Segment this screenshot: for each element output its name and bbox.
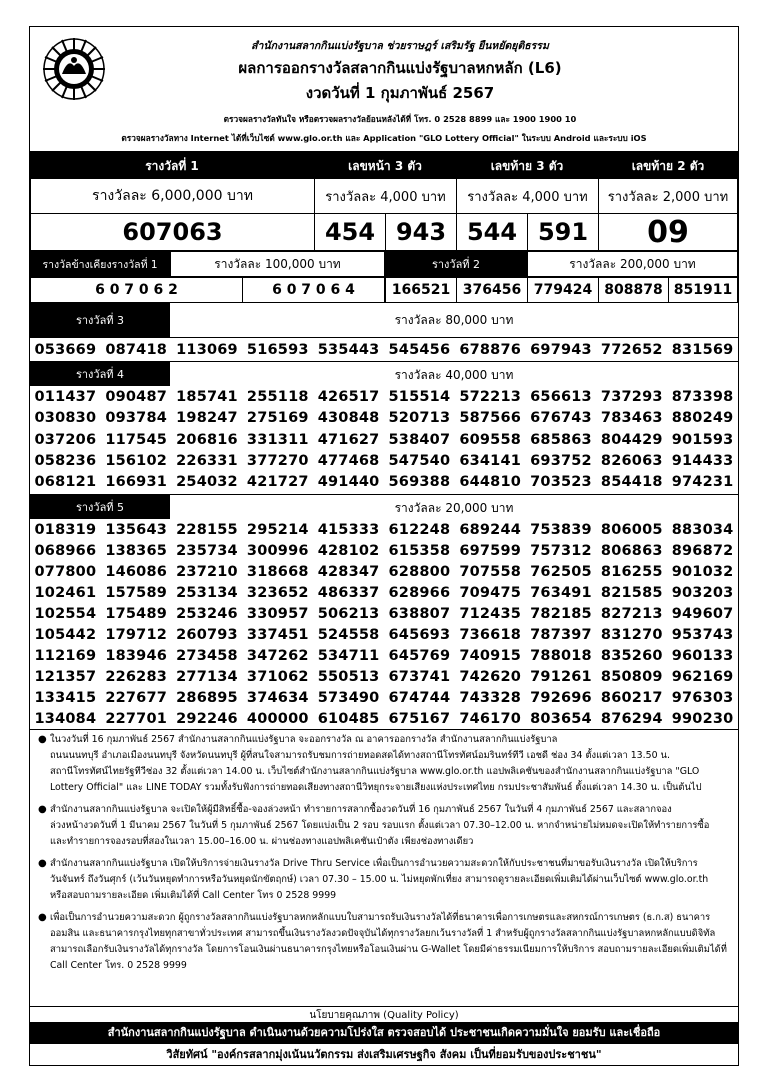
prize5-number: 415333 xyxy=(317,522,380,538)
prize5-number: 179712 xyxy=(105,627,168,643)
note-line: สามารถเลือกรับเงินรางวัลได้ทุกรางวัล โดยการโอนเงินผ่านธนาคารกรุงไทยหรือโอนเงินผ่าน G-Wallet โดยมีค่าธรรมเนียมการให้บริการ สอบถามรายละเอียดเพิ่มเติมได้ที่ xyxy=(50,944,727,955)
prize5-number: 740915 xyxy=(459,648,522,664)
near1-amount: รางวัลละ 100,000 บาท xyxy=(170,251,385,277)
note-line: ในวงวันที่ 16 กุมภาพันธ์ 2567 สำนักงานสลากกินแบ่งรัฐบาล จะออกรางวัล ณ อาคารออกรางวัล สำนักงานสลากกินแบ่งรัฐบาล xyxy=(50,734,558,745)
prize3-number: 678876 xyxy=(459,342,522,358)
prize5-number: 260793 xyxy=(176,627,238,643)
vision-text: วิสัยทัศน์ "องค์กรสลากมุ่งเน้นนวัตกรรม ส่งเสริมเศรษฐกิจ สังคม เป็นที่ยอมรับของประชาชน" xyxy=(166,1048,602,1061)
prize5-number: 573490 xyxy=(317,690,380,706)
front3-number-1: 454 xyxy=(314,213,386,251)
prize5-number: 227701 xyxy=(105,711,168,727)
prize4-number: 703523 xyxy=(530,474,592,491)
prize5-number: 707558 xyxy=(459,564,522,580)
prize2-number-4: 808878 xyxy=(598,277,669,303)
prize5-number: 253246 xyxy=(176,606,238,622)
prize4-number: 634141 xyxy=(459,452,522,469)
prize1-amount: รางวัลละ 6,000,000 บาท xyxy=(30,178,315,214)
prize5-number: 228155 xyxy=(176,522,238,538)
prize4-number: 693752 xyxy=(530,452,592,469)
prize4-number: 826063 xyxy=(600,452,663,469)
prize5-number: 827213 xyxy=(600,606,663,622)
prize4-number: 037206 xyxy=(34,431,97,448)
prize5-number: 746170 xyxy=(459,711,522,727)
prize4-label: รางวัลที่ 4 xyxy=(30,362,170,386)
prize5-number: 712435 xyxy=(459,606,522,622)
prize4-number: 477468 xyxy=(317,452,380,469)
prize3-number: 053669 xyxy=(34,342,97,358)
prize1-number: 607063 xyxy=(30,213,315,251)
prize5-number: 138365 xyxy=(105,543,168,559)
prize5-number: 277134 xyxy=(176,669,238,685)
prize5-number: 300996 xyxy=(246,543,309,559)
prize5-label: รางวัลที่ 5 xyxy=(30,495,170,519)
prize5-number: 901032 xyxy=(671,564,734,580)
note-line: ถนนนนทบุรี อำเภอเมืองนนทบุรี จังหวัดนนทบุรี ผู้ที่สนใจสามารถรับชมการถ่ายทอดสดได้ทางสถานีโทรทัศน์อมรินทร์ทีวี เอชดี ช่อง 34 ตั้งแต่เวลา 13.50 น. xyxy=(50,750,670,761)
prize5-number: 235734 xyxy=(176,543,238,559)
note-line: Call Center โทร. 0 2528 9999 xyxy=(50,960,187,971)
prize4-number: 068121 xyxy=(34,474,97,491)
front3-number-2: 943 xyxy=(385,213,457,251)
prize5-number: 323652 xyxy=(246,585,309,601)
prize5-number: 105442 xyxy=(34,627,97,643)
prize5-number: 903203 xyxy=(671,585,734,601)
front3-label: เลขหน้า 3 ตัว xyxy=(348,159,422,173)
prize5-number: 674744 xyxy=(388,690,451,706)
prize5-number: 742620 xyxy=(459,669,522,685)
prize4-number: 685863 xyxy=(530,431,592,448)
prize4-number: 090487 xyxy=(105,389,168,405)
prize5-number: 806863 xyxy=(600,543,663,559)
prize5-number: 949607 xyxy=(671,606,734,622)
prize4-number: 880249 xyxy=(671,410,734,427)
front3-amount: รางวัลละ 4,000 บาท xyxy=(314,178,457,214)
prize4-number: 254032 xyxy=(176,474,238,491)
bullet-icon: ● xyxy=(38,804,47,815)
prize2-number-2: 376456 xyxy=(456,277,528,303)
prize5-number: 806005 xyxy=(600,522,663,538)
prize5-number: 295214 xyxy=(246,522,309,538)
prize5-number: 506213 xyxy=(317,606,380,622)
prize5-number: 628966 xyxy=(388,585,451,601)
prize4-number: 421727 xyxy=(246,474,309,491)
prize5-number: 762505 xyxy=(530,564,592,580)
note-line: Lottery Official" และ LINE TODAY รวมทั้งรับฟังการถ่ายทอดเสียงทางสถานีวิทยุกระจายเสียงแห่งประเทศไทย กรมประชาสัมพันธ์ ตั้งแต่เวลา 14.30 น. เป็นต้นไป xyxy=(50,782,702,793)
prize5-number: 821585 xyxy=(600,585,663,601)
prize5-number: 400000 xyxy=(246,711,309,727)
prize3-number-grid xyxy=(30,339,738,361)
note-line: หรือสอบถามรายละเอียด เพิ่มเติมได้ที่ Call Center โทร 0 2528 9999 xyxy=(50,890,337,901)
prize5-number: 273458 xyxy=(176,648,238,664)
prize5-number: 121357 xyxy=(34,669,97,685)
prize5-number: 673741 xyxy=(388,669,451,685)
prize5-number: 753839 xyxy=(530,522,592,538)
prize5-number: 763491 xyxy=(530,585,592,601)
prize5-number: 534711 xyxy=(317,648,380,664)
prize4-number: 331311 xyxy=(246,431,309,448)
note-item xyxy=(38,856,738,904)
prize4-number: 198247 xyxy=(176,410,238,427)
note-item xyxy=(38,910,738,974)
note-item xyxy=(38,802,738,850)
prize5-number-grid xyxy=(30,520,738,730)
prize5-number: 227677 xyxy=(105,690,168,706)
prize5-number: 883034 xyxy=(671,522,734,538)
prize4-number: 569388 xyxy=(388,474,451,491)
prize4-number: 854418 xyxy=(600,474,663,491)
policy-title: นโยบายคุณภาพ (Quality Policy) xyxy=(309,1010,459,1021)
prize5-number: 337451 xyxy=(246,627,309,643)
prize1-label: รางวัลที่ 1 xyxy=(145,159,199,173)
note-line: สถานีโทรทัศน์ไทยรัฐทีวีช่อง 32 ตั้งแต่เวลา 14.00 น. เว็บไซต์สำนักงานสลากกินแบ่งรัฐบาล www.glo.or.th แอปพลิเคชันของสำนักงานสลากกินแบ่งรัฐบาล "GLO xyxy=(50,766,700,777)
draw-date: งวดวันที่ 1 กุมภาพันธ์ 2567 xyxy=(305,84,495,102)
prize5-number: 860217 xyxy=(600,690,663,706)
prize4-number: 491440 xyxy=(317,474,380,491)
prize3-number: 772652 xyxy=(600,342,663,358)
prize4-number: 185741 xyxy=(176,389,238,405)
prize5-number: 850809 xyxy=(600,669,663,685)
prize5-number: 068966 xyxy=(34,543,97,559)
check-phone-line: ตรวจผลรางวัลทันใจ หรือตรวจผลรางวัลย้อนหลังได้ที่ โทร. 0 2528 8899 และ 1900 1900 10 xyxy=(223,114,577,124)
prize5-number: 976303 xyxy=(671,690,734,706)
prize5-number: 709475 xyxy=(459,585,522,601)
prize5-number: 835260 xyxy=(600,648,663,664)
prize4-number: 515514 xyxy=(388,389,451,405)
prize5-number: 645769 xyxy=(388,648,451,664)
prize4-number: 572213 xyxy=(459,389,522,405)
prize5-amount: รางวัลละ 20,000 บาท xyxy=(394,500,514,515)
prize5-number: 697599 xyxy=(459,543,522,559)
prize3-number: 545456 xyxy=(388,342,451,358)
prize5-number: 018319 xyxy=(34,522,97,538)
near1-number-1: 6 0 7 0 6 2 xyxy=(30,277,243,303)
note-item xyxy=(38,732,738,796)
prize5-number: 645693 xyxy=(388,627,451,643)
bullet-icon: ● xyxy=(38,912,47,923)
prize4-number: 520713 xyxy=(388,410,451,427)
prize4-number: 030830 xyxy=(34,410,97,427)
prize5-number: 876294 xyxy=(600,711,663,727)
prize5-number: 524558 xyxy=(317,627,380,643)
prize5-number: 791261 xyxy=(530,669,592,685)
prize4-number-grid xyxy=(30,387,738,493)
prize4-number: 547540 xyxy=(388,452,451,469)
bullet-icon: ● xyxy=(38,734,47,745)
back3-label: เลขท้าย 3 ตัว xyxy=(490,159,564,173)
prize5-number: 226283 xyxy=(105,669,168,685)
note-line: สำนักงานสลากกินแบ่งรัฐบาล เปิดให้บริการจ่ายเงินรางวัล Drive Thru Service เพื่อเป็นการอำนวยความสะดวกให้กับประชาชนที่มาขอรับเงินรางวัล เปิดให้บริการ xyxy=(50,858,698,869)
prize5-number: 782185 xyxy=(530,606,592,622)
prize5-number: 157589 xyxy=(105,585,168,601)
prize5-number: 102554 xyxy=(34,606,97,622)
back3-amount: รางวัลละ 4,000 บาท xyxy=(456,178,599,214)
divider xyxy=(30,1006,738,1007)
prize5-number: 550513 xyxy=(317,669,380,685)
prize5-number: 628800 xyxy=(388,564,451,580)
prize5-number: 112169 xyxy=(34,648,97,664)
prize5-number: 428102 xyxy=(317,543,380,559)
divider xyxy=(30,729,738,730)
prize4-number: 873398 xyxy=(671,389,734,405)
near1-number-2: 6 0 7 0 6 4 xyxy=(242,277,385,303)
prize2-amount: รางวัลละ 200,000 บาท xyxy=(527,251,738,277)
prize3-number: 831569 xyxy=(671,342,734,358)
prize4-number: 058236 xyxy=(34,452,97,469)
prize4-number: 587566 xyxy=(459,410,522,427)
prize2-label: รางวัลที่ 2 xyxy=(385,251,527,277)
note-line: เพื่อเป็นการอำนวยความสะดวก ผู้ถูกรางวัลสลากกินแบ่งรัฐบาลหกหลักแบบใบสามารถรับเงินรางวัลได้ที่ธนาคารเพื่อการเกษตรและสหกรณ์การเกษตร (ธ.ก.ส) ธนาคาร xyxy=(50,912,711,923)
prize5-number: 689244 xyxy=(459,522,522,538)
prize5-number: 816255 xyxy=(600,564,663,580)
bullet-icon: ● xyxy=(38,858,47,869)
prize4-number: 737293 xyxy=(600,389,663,405)
prize5-number: 286895 xyxy=(176,690,238,706)
prize5-number: 962169 xyxy=(671,669,734,685)
near1-label: รางวัลข้างเคียงรางวัลที่ 1 xyxy=(30,251,170,277)
prize5-number: 135643 xyxy=(105,522,168,538)
prize3-number: 516593 xyxy=(246,342,309,358)
prize4-number: 656613 xyxy=(530,389,592,405)
prize5-number: 292246 xyxy=(176,711,238,727)
prize2-number-5: 851911 xyxy=(668,277,738,303)
prize5-number: 638807 xyxy=(388,606,451,622)
back2-amount: รางวัลละ 2,000 บาท xyxy=(598,178,738,214)
prize4-number: 117545 xyxy=(105,431,168,448)
page-title: ผลการออกรางวัลสลากกินแบ่งรัฐบาลหกหลัก (L6) xyxy=(238,59,562,77)
prize5-number: 743328 xyxy=(459,690,522,706)
back3-number-2: 591 xyxy=(527,213,599,251)
back3-number-1: 544 xyxy=(456,213,528,251)
prize4-number: 901593 xyxy=(671,431,734,448)
prize2-number-1: 166521 xyxy=(385,277,457,303)
prize3-label: รางวัลที่ 3 xyxy=(30,303,170,337)
notes-section xyxy=(38,732,738,974)
prize5-number: 428347 xyxy=(317,564,380,580)
back2-number: 09 xyxy=(598,213,738,251)
glo-emblem-icon xyxy=(40,36,108,102)
prize4-number: 206816 xyxy=(176,431,238,448)
prize4-number: 156102 xyxy=(105,452,168,469)
prize5-number: 615358 xyxy=(388,543,451,559)
prize5-number: 990230 xyxy=(671,711,734,727)
prize5-number: 803654 xyxy=(530,711,592,727)
note-line: และทำรายการจองรอบที่สองในเวลา 15.00–16.00 น. ผ่านช่องทางแอปพลิเคชันเป๋าตัง เพียงช่องทางเดียว xyxy=(50,836,474,847)
prize5-number: 736618 xyxy=(459,627,522,643)
prize4-number: 226331 xyxy=(176,452,238,469)
prize4-number: 377270 xyxy=(246,452,309,469)
prize5-number: 612248 xyxy=(388,522,451,538)
prize4-number: 426517 xyxy=(317,389,380,405)
prize3-number: 535443 xyxy=(317,342,380,358)
org-slogan: สำนักงานสลากกินแบ่งรัฐบาล ช่วยราษฎร์ เสริมรัฐ ยืนหยัดยุติธรรม xyxy=(251,40,549,52)
prize5-number: 102461 xyxy=(34,585,97,601)
prize2-number-3: 779424 xyxy=(527,277,599,303)
prize4-number: 166931 xyxy=(105,474,168,491)
prize4-amount: รางวัลละ 40,000 บาท xyxy=(394,367,514,382)
prize4-number: 093784 xyxy=(105,410,168,427)
prize5-number: 788018 xyxy=(530,648,592,664)
prize4-number: 011437 xyxy=(34,389,97,405)
prize4-number: 644810 xyxy=(459,474,522,491)
prize5-number: 133415 xyxy=(34,690,97,706)
prize3-amount: รางวัลละ 80,000 บาท xyxy=(394,312,514,327)
prize4-number: 676743 xyxy=(530,410,592,427)
prize5-number: 960133 xyxy=(671,648,734,664)
note-line: สำนักงานสลากกินแบ่งรัฐบาล จะเปิดให้ผู้มีสิทธิ์ซื้อ-จองล่วงหน้า ทำรายการสลากซื้องวดวันที่ 16 กุมภาพันธ์ 2567 ในวันที่ 4 กุมภาพันธ์ 2567 และสลากจอง xyxy=(50,804,672,815)
prize5-number: 953743 xyxy=(671,627,734,643)
policy-text: สำนักงานสลากกินแบ่งรัฐบาล ดำเนินงานด้วยความโปร่งใส ตรวจสอบได้ ประชาชนเกิดความมั่นใจ ยอมรับ และเชื่อถือ xyxy=(30,1022,738,1044)
prize5-number: 183946 xyxy=(105,648,168,664)
prize5-number: 757312 xyxy=(530,543,592,559)
prize4-number: 609558 xyxy=(459,431,522,448)
prize5-number: 831270 xyxy=(600,627,663,643)
prize3-number: 113069 xyxy=(176,342,238,358)
prize3-number: 697943 xyxy=(530,342,592,358)
prize4-number: 974231 xyxy=(671,474,734,491)
prize5-number: 896872 xyxy=(671,543,734,559)
check-internet-line: ตรวจผลรางวัลทาง Internet ได้ที่เว็บไซต์ www.glo.or.th และ Application "GLO Lottery Official" ในระบบ Android และระบบ iOS xyxy=(121,133,647,143)
prize5-number: 134084 xyxy=(34,711,97,727)
prize5-number: 077800 xyxy=(34,564,97,580)
prize4-number: 275169 xyxy=(246,410,309,427)
prize5-number: 175489 xyxy=(105,606,168,622)
prize5-number: 347262 xyxy=(246,648,309,664)
prize5-number: 792696 xyxy=(530,690,592,706)
back2-label: เลขท้าย 2 ตัว xyxy=(631,159,705,173)
prize4-number: 783463 xyxy=(600,410,663,427)
prize5-number: 253134 xyxy=(176,585,238,601)
prize5-number: 787397 xyxy=(530,627,592,643)
prize4-number: 255118 xyxy=(246,389,309,405)
prize5-number: 146086 xyxy=(105,564,168,580)
divider xyxy=(30,337,738,338)
prize4-number: 430848 xyxy=(317,410,380,427)
prize5-number: 675167 xyxy=(388,711,451,727)
prize4-number: 538407 xyxy=(388,431,451,448)
prize4-number: 914433 xyxy=(671,452,734,469)
prize5-number: 318668 xyxy=(246,564,309,580)
note-line: ออมสิน และธนาคารกรุงไทยทุกสาขาทั่วประเทศ สามารถขึ้นเงินรางวัลงวดปัจจุบันได้ทุกรางวัลยกเว้นรางวัลที่ 1 สำหรับผู้ถูกรางวัลสลากกินแบ่งรัฐบาลหกหลักแบบดิจิทัล xyxy=(50,928,716,939)
note-line: วันจันทร์ ถึงวันศุกร์ (เว้นวันหยุดทำการหรือวันหยุดนักขัตฤกษ์) เวลา 07.30 – 15.00 น. ไม่หยุดพักเที่ยง สามารถดูรายละเอียดเพิ่มเติมได้ผ่านเว็บไซต์ www.glo.or.th xyxy=(50,874,709,885)
prize3-number: 087418 xyxy=(105,342,168,358)
prize5-number: 330957 xyxy=(246,606,309,622)
prize5-number: 610485 xyxy=(317,711,380,727)
prize4-number: 471627 xyxy=(317,431,380,448)
note-line: ล่วงหน้างวดวันที่ 1 มีนาคม 2567 ในวันที่ 5 กุมภาพันธ์ 2567 โดยแบ่งเป็น 2 รอบ รอบแรก ตั้งแต่เวลา 07.30–12.00 น. หากจำหน่ายไม่หมดจะเปิดให้ทำรายการซื้อ xyxy=(50,820,710,831)
prize5-number: 374634 xyxy=(246,690,309,706)
prize5-number: 371062 xyxy=(246,669,309,685)
prize4-number: 804429 xyxy=(600,431,663,448)
prize5-number: 486337 xyxy=(317,585,380,601)
prize5-number: 237210 xyxy=(176,564,238,580)
